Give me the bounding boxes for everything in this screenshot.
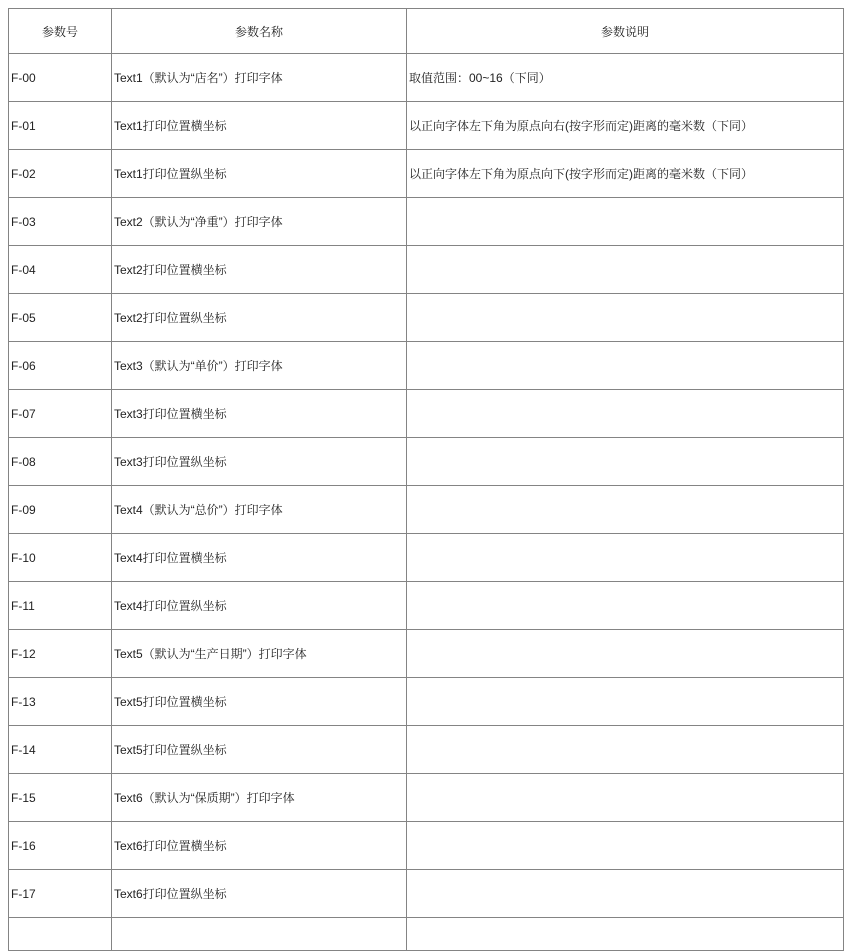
param-description-cell (407, 630, 844, 678)
table-row (9, 870, 844, 918)
parameter-table (8, 8, 844, 951)
param-number-cell: F-16 (9, 822, 112, 870)
table-row (9, 582, 844, 630)
param-number-cell: F-08 (9, 438, 112, 486)
param-name-cell: Text3打印位置横坐标 (112, 390, 407, 438)
param-description-cell (407, 822, 844, 870)
param-number-cell: F-00 (9, 54, 112, 102)
param-name-cell: Text6打印位置横坐标 (112, 822, 407, 870)
page (0, 8, 849, 901)
table-row (9, 438, 844, 486)
param-name-cell: Text6打印位置纵坐标 (112, 870, 407, 918)
param-number-cell: F-11 (9, 582, 112, 630)
param-name-cell: Text6（默认为“保质期”）打印字体 (112, 774, 407, 822)
param-name-cell: Text2打印位置横坐标 (112, 246, 407, 294)
table-row (9, 342, 844, 390)
param-number-cell: F-14 (9, 726, 112, 774)
param-name-cell: Text3（默认为“单价”）打印字体 (112, 342, 407, 390)
header-param-name: 参数名称 (112, 9, 407, 54)
param-description-cell (407, 342, 844, 390)
table-row (9, 774, 844, 822)
param-name-cell: Text2（默认为“净重”）打印字体 (112, 198, 407, 246)
param-description-cell (407, 294, 844, 342)
param-number-cell: F-05 (9, 294, 112, 342)
table-row (9, 678, 844, 726)
param-description-cell (407, 726, 844, 774)
param-table-body (9, 54, 844, 951)
param-description-cell: 以正向字体左下角为原点向右(按字形而定)距离的毫米数（下同） (407, 102, 844, 150)
header-param-number: 参数号 (9, 9, 112, 54)
param-number-cell: F-03 (9, 198, 112, 246)
param-number-cell: F-02 (9, 150, 112, 198)
table-header-row (9, 9, 844, 54)
param-description-cell (407, 870, 844, 918)
param-name-cell: Text5打印位置横坐标 (112, 678, 407, 726)
table-row (9, 534, 844, 582)
param-name-cell: Text4（默认为“总价”）打印字体 (112, 486, 407, 534)
param-number-cell: F-06 (9, 342, 112, 390)
table-row (9, 102, 844, 150)
param-description-cell (407, 198, 844, 246)
header-param-description: 参数说明 (407, 9, 844, 54)
param-description-cell (407, 678, 844, 726)
table-row (9, 630, 844, 678)
param-number-cell: F-10 (9, 534, 112, 582)
table-row (9, 486, 844, 534)
param-description-cell (407, 246, 844, 294)
param-name-cell: Text5打印位置纵坐标 (112, 726, 407, 774)
param-number-cell: F-13 (9, 678, 112, 726)
param-name-cell: Text3打印位置纵坐标 (112, 438, 407, 486)
param-name-cell: Text1（默认为“店名”）打印字体 (112, 54, 407, 102)
param-description-cell: 取值范围：00~16（下同） (407, 54, 844, 102)
table-row-partial (9, 918, 844, 951)
param-name-cell: Text2打印位置纵坐标 (112, 294, 407, 342)
param-number-cell: F-17 (9, 870, 112, 918)
table-row (9, 294, 844, 342)
table-row (9, 150, 844, 198)
param-description-cell (407, 918, 844, 951)
param-description-cell (407, 390, 844, 438)
param-name-cell (112, 918, 407, 951)
param-description-cell: 以正向字体左下角为原点向下(按字形而定)距离的毫米数（下同） (407, 150, 844, 198)
param-description-cell (407, 534, 844, 582)
param-description-cell (407, 774, 844, 822)
table-row (9, 726, 844, 774)
param-name-cell: Text1打印位置纵坐标 (112, 150, 407, 198)
table-row (9, 54, 844, 102)
param-number-cell: F-04 (9, 246, 112, 294)
table-row (9, 198, 844, 246)
param-number-cell: F-01 (9, 102, 112, 150)
param-description-cell (407, 438, 844, 486)
param-name-cell: Text5（默认为“生产日期”）打印字体 (112, 630, 407, 678)
param-number-cell: F-15 (9, 774, 112, 822)
param-number-cell: F-07 (9, 390, 112, 438)
param-number-cell: F-09 (9, 486, 112, 534)
param-number-cell: F-12 (9, 630, 112, 678)
param-name-cell: Text1打印位置横坐标 (112, 102, 407, 150)
param-description-cell (407, 582, 844, 630)
param-name-cell: Text4打印位置横坐标 (112, 534, 407, 582)
param-name-cell: Text4打印位置纵坐标 (112, 582, 407, 630)
param-description-cell (407, 486, 844, 534)
table-row (9, 246, 844, 294)
table-row (9, 390, 844, 438)
table-row (9, 822, 844, 870)
param-number-cell (9, 918, 112, 951)
